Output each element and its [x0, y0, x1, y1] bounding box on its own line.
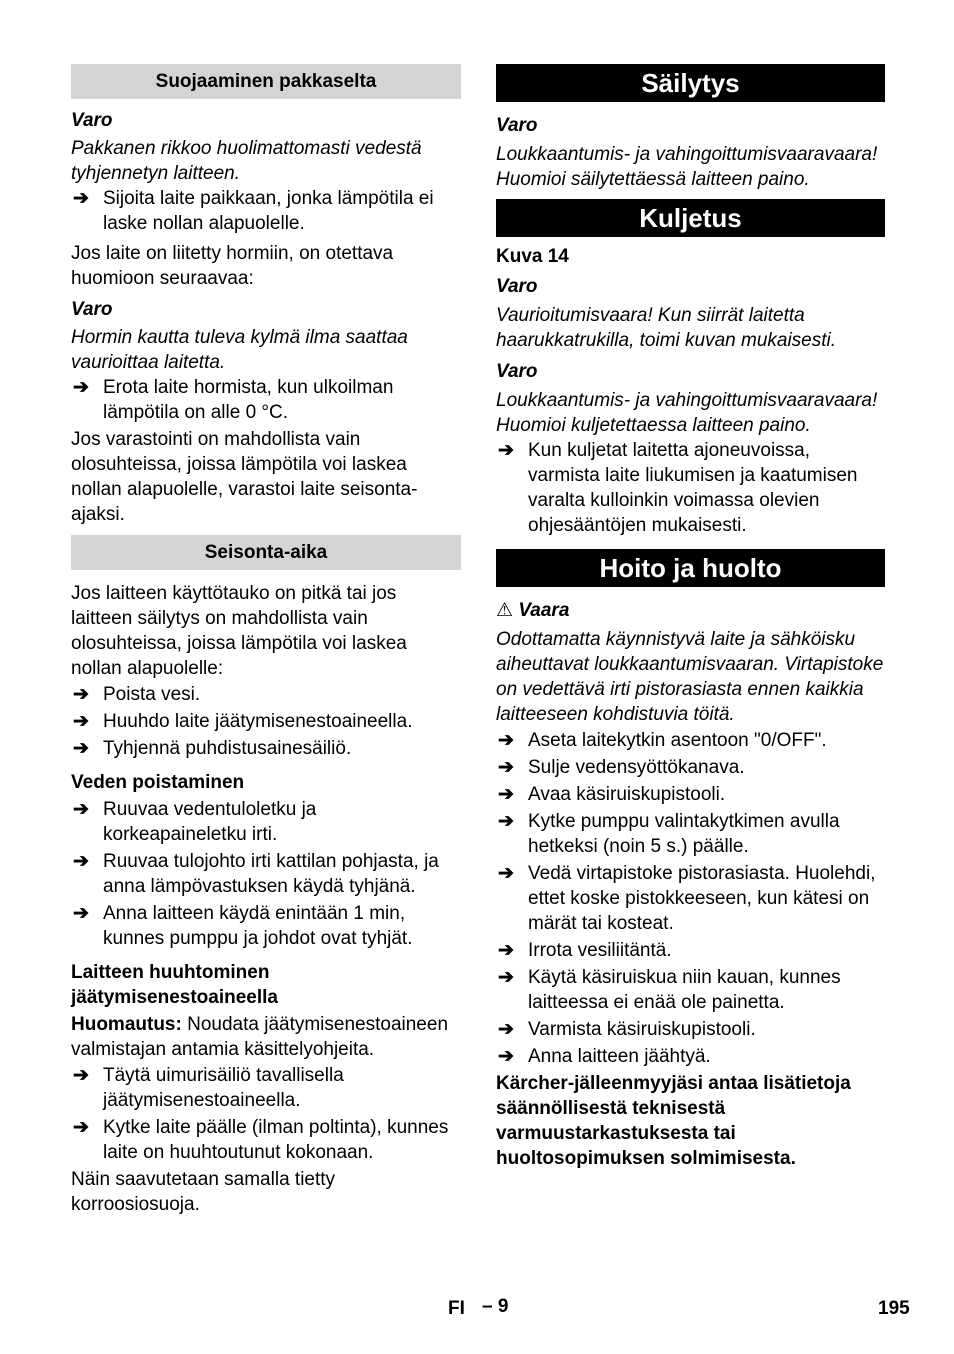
paragraph: Jos laite on liitetty hormiin, on otettava huomioon seuraavaa: [71, 243, 394, 289]
arrow-icon: ➔ [498, 440, 514, 461]
arrow-icon: ➔ [498, 940, 514, 961]
caution-label: Varo [496, 115, 538, 136]
step: ➔ Irrota vesiliitäntä. [498, 940, 672, 961]
page-number: 195 [878, 1298, 910, 1319]
step: ➔ Anna laitteen käydä enintään 1 min, kunnes pumppu ja johdot ovat tyhjät. [73, 903, 413, 949]
chapter-heading: Kuljetus [496, 199, 885, 237]
danger-label: ⚠ Vaara [496, 600, 570, 621]
right-column [496, 64, 885, 1171]
step: ➔ Huuhdo laite jäätymisenestoaineella. [73, 711, 413, 732]
arrow-icon: ➔ [73, 799, 89, 820]
arrow-icon: ➔ [498, 863, 514, 884]
arrow-icon: ➔ [73, 738, 89, 759]
arrow-icon: ➔ [73, 377, 89, 398]
language-code: FI [448, 1298, 465, 1319]
step: ➔ Käytä käsiruiskua niin kauan, kunnes laitteessa ei enää ole painetta. [498, 967, 841, 1013]
arrow-icon: ➔ [73, 711, 89, 732]
arrow-icon: ➔ [73, 188, 89, 209]
caution-text: Loukkaantumis- ja vahingoittumisvaaravaara! Huomioi säilytettäessä laitteen paino. [496, 144, 878, 190]
caution-label: Varo [71, 110, 113, 131]
step: ➔ Anna laitteen jäähtyä. [498, 1046, 711, 1067]
arrow-icon: ➔ [73, 1065, 89, 1086]
section-heading: Seisonta-aika [71, 535, 461, 570]
paragraph: Jos varastointi on mahdollista vain olosuhteissa, joissa lämpötila voi laskea nollan alapuolelle, varastoi laite seisonta-ajaksi. [71, 429, 418, 525]
paragraph: Näin saavutetaan samalla tietty korroosiosuoja. [71, 1169, 336, 1215]
step: ➔ Kytke pumppu valintakytkimen avulla hetkeksi (noin 5 s.) päälle. [498, 811, 840, 857]
arrow-icon: ➔ [498, 757, 514, 778]
note: Huomautus: Noudata jäätymisenestoaineen valmistajan antamia käsittelyohjeita. [71, 1014, 449, 1060]
arrow-icon: ➔ [73, 1117, 89, 1138]
arrow-icon: ➔ [498, 967, 514, 988]
left-column [71, 64, 461, 1217]
arrow-icon: ➔ [498, 811, 514, 832]
step: ➔ Avaa käsiruiskupistooli. [498, 784, 726, 805]
chapter-heading: Hoito ja huolto [496, 549, 885, 587]
step: ➔ Vedä virtapistoke pistorasiasta. Huolehdi, ettet koske pistokkeeseen, kun kätesi on märät tai kosteat. [498, 863, 876, 934]
figure-reference: Kuva 14 [496, 246, 569, 267]
step: ➔ Kun kuljetat laitetta ajoneuvoissa, varmista laite liukumisen ja kaatumisen varalta kulloinkin voimassa olevien ohjesääntöjen mukaisesti. [498, 440, 858, 536]
caution-label: Varo [496, 361, 538, 382]
step: ➔ Varmista käsiruiskupistooli. [498, 1019, 756, 1040]
warning-icon: ⚠ [496, 600, 514, 621]
paragraph: Jos laitteen käyttötauko on pitkä tai jos laitteen säilytys on mahdollista vain olosuhteissa, joissa lämpötila voi laskea nollan alapuolelle: [71, 583, 407, 679]
step: ➔ Poista vesi. [73, 684, 201, 705]
step: ➔ Sulje vedensyöttökanava. [498, 757, 745, 778]
caution-text: Hormin kautta tuleva kylmä ilma saattaa vaurioittaa laitetta. [71, 327, 408, 373]
arrow-icon: ➔ [498, 730, 514, 751]
arrow-icon: ➔ [498, 784, 514, 805]
arrow-icon: ➔ [498, 1046, 514, 1067]
arrow-icon: ➔ [73, 851, 89, 872]
step: ➔ Sijoita laite paikkaan, jonka lämpötila ei laske nollan alapuolelle. [73, 188, 434, 234]
step: ➔ Tyhjennä puhdistusainesäiliö. [73, 738, 352, 759]
chapter-heading: Säilytys [496, 64, 885, 102]
step: ➔ Täytä uimurisäiliö tavallisella jäätymisenestoaineella. [73, 1065, 344, 1111]
arrow-icon: ➔ [498, 1019, 514, 1040]
caution-label: Varo [71, 299, 113, 320]
local-page-number: – 9 [482, 1296, 509, 1317]
caution-text: Loukkaantumis- ja vahingoittumisvaaravaara! Huomioi kuljetettaessa laitteen paino. [496, 390, 878, 436]
step: ➔ Ruuvaa vedentuloletku ja korkeapaineletku irti. [73, 799, 317, 845]
step: ➔ Ruuvaa tulojohto irti kattilan pohjasta, ja anna lämpövastuksen käydä tyhjänä. [73, 851, 439, 897]
subheading: Laitteen huuhtominen jäätymisenestoaineella [71, 962, 278, 1008]
subheading: Veden poistaminen [71, 772, 245, 793]
step: ➔ Erota laite hormista, kun ulkoilman lämpötila on alle 0 °C. [73, 377, 394, 423]
arrow-icon: ➔ [73, 684, 89, 705]
caution-text: Vaurioitumisvaara! Kun siirrät laitetta haarukkatrukilla, toimi kuvan mukaisesti. [496, 305, 837, 351]
step: ➔ Aseta laitekytkin asentoon "0/OFF". [498, 730, 827, 751]
caution-label: Varo [496, 276, 538, 297]
caution-text: Pakkanen rikkoo huolimattomasti vedestä tyhjennetyn laitteen. [71, 138, 422, 184]
section-heading: Suojaaminen pakkaselta [71, 64, 461, 99]
service-note: Kärcher-jälleenmyyjäsi antaa lisätietoja säännöllisestä teknisestä varmuustarkastuksesta tai huoltosopimuksen solmimisesta. [496, 1073, 851, 1169]
step: ➔ Kytke laite päälle (ilman poltinta), kunnes laite on huuhtoutunut kokonaan. [73, 1117, 449, 1163]
arrow-icon: ➔ [73, 903, 89, 924]
danger-text: Odottamatta käynnistyvä laite ja sähköisku aiheuttavat loukkaantumisvaaran. Virtapistoke on vedettävä irti pistorasiasta ennen kaikkia laitteeseen kohdistuvia töitä. [496, 629, 884, 725]
